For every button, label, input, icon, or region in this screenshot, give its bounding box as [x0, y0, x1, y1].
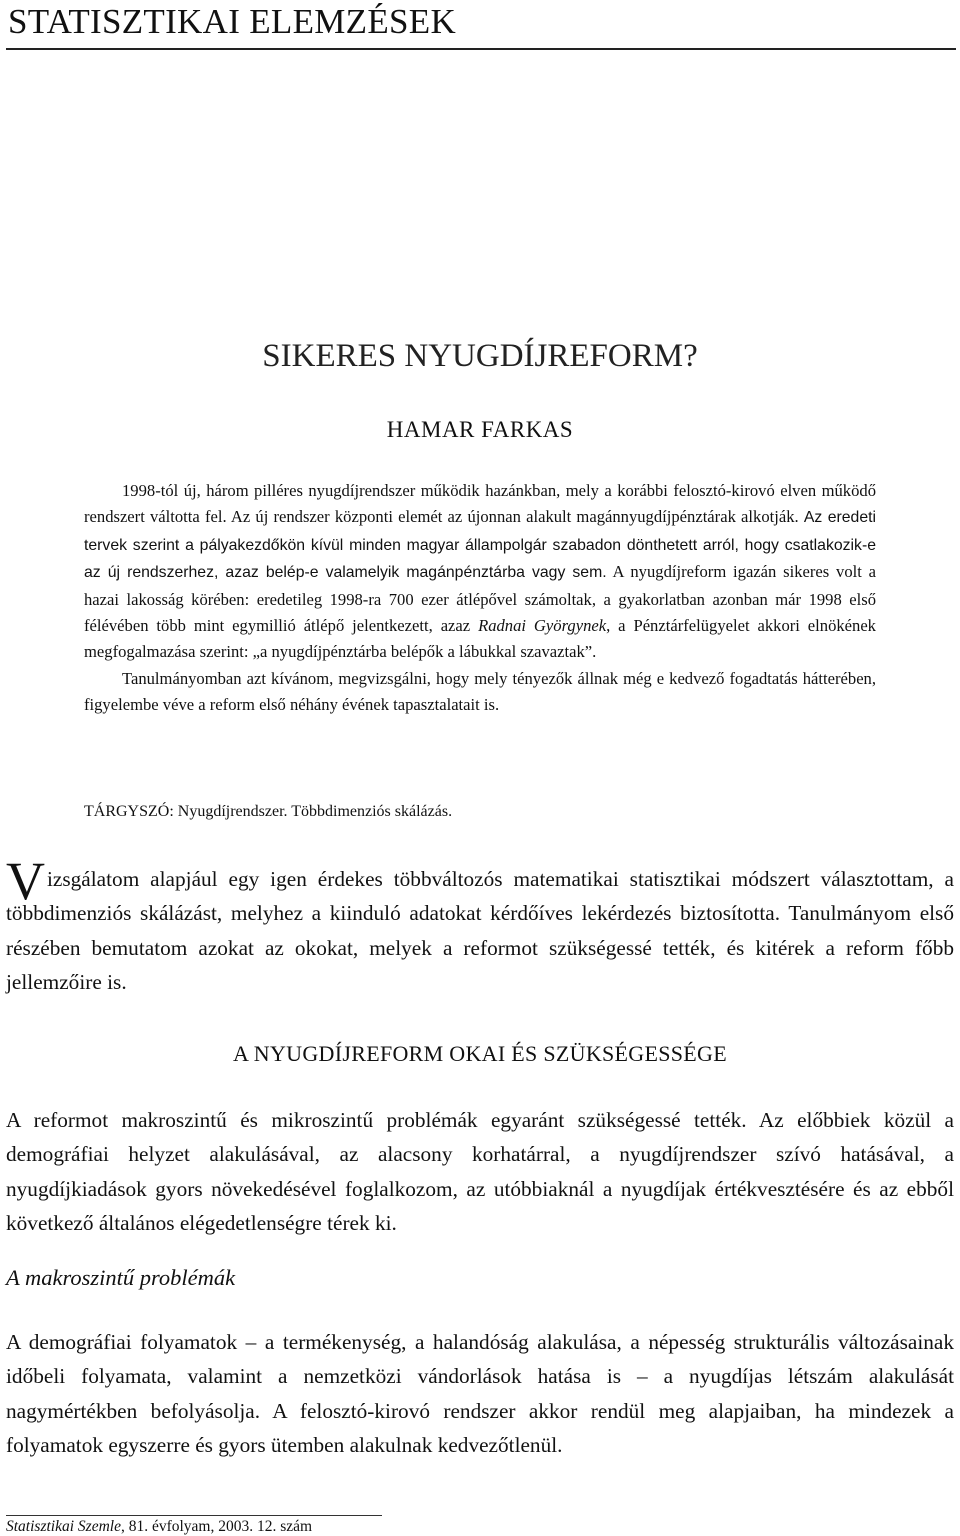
- intro-paragraph: [6, 851, 954, 999]
- abstract-text-a: 1998-tól új, három pilléres nyugdíjrendszer működik hazánkban, mely a korábbi felosztó-kirovó elven működő rendszert váltotta fel. Az új rendszer központi elemét az újonnan alakult magánnyugdíjpénztárak alkotják.: [84, 481, 876, 527]
- abstract-paragraph-2: Tanulmányomban azt kívánom, megvizsgálni, hogy mely tényezők állnak még e kedvező fogadtatás hátterében, figyelembe véve a reform első néhány évének tapasztalatait is.: [84, 668, 876, 715]
- abstract-text-b: Az eredeti tervek szerint a pályakezdőkön kívül minden magyar állampolgár szabadon dönthetett arról, hogy csatlakozik-e az új rendszerhez, azaz belép-e valamelyik magánpénztárba vagy sem.: [84, 509, 877, 582]
- section-paragraph-text: A reformot makroszintű és mikroszintű problémák egyaránt szükségessé tették. Az előbbiek közül a demográfiai helyzet alakulásával, az alacsony korhatárral, a nyugdíjrendszer szívó hatásával, a nyugdíjkiadások gyors növekedésével foglalkozom, az utóbbiaknál a nyugdíjak értékvesztésére és az ebből következő általános elégedetlenségre térek ki.: [6, 1108, 954, 1235]
- subsection-paragraph: [6, 1325, 954, 1462]
- abstract-text-d: , a Pénztárfelügyelet akkori elnökének megfogalmazása szerint: „a nyugdíjpénztárba belépők a lábukkal szavaztak”.: [84, 616, 876, 662]
- section-heading: A NYUGDÍJREFORM OKAI ÉS SZÜKSÉGESSÉGE: [233, 1041, 727, 1066]
- section-paragraph: [6, 1103, 954, 1240]
- section-title: STATISZTIKAI ELEMZÉSEK: [8, 2, 457, 41]
- intro-text: izsgálatom alapjául egy igen érdekes többváltozós matematikai statisztikai módszert választottam, a többdimenziós skálázást, melyhez a kiinduló adatokat kérdőíves lekérdezés biztosította. Tanulmányom első részében bemutatom azokat az okokat, melyek a reformot szükségessé tették, és kitérek a reform főbb jellemzőire is.: [6, 867, 954, 994]
- article-title: SIKERES NYUGDÍJREFORM?: [262, 338, 698, 374]
- drop-cap: V: [6, 851, 45, 911]
- subsection-paragraph-text: A demográfiai folyamatok – a termékenység, a halandóság alakulása, a népesség strukturális változásainak időbeli folyamata, valamint a nemzetközi vándorlások hatása is – a nyugdíjas létszám alakulását nagymértékben befolyásolja. A felosztó-kirovó rendszer akkor rendül meg alapjaiban, ha mindezek a folyamatok egyszerre és gyors ütemben alakulnak kedvezőtlenül.: [6, 1330, 954, 1457]
- keywords: TÁRGYSZÓ: Nyugdíjrendszer. Többdimenziós skálázás.: [84, 803, 453, 820]
- abstract-person-name: Radnai Györgynek: [478, 616, 607, 636]
- subsection-heading: A makroszintű problémák: [6, 1265, 236, 1290]
- journal-details: , 81. évfolyam, 2003. 12. szám: [120, 1518, 313, 1535]
- abstract: [84, 478, 876, 719]
- footer-divider: [6, 1515, 382, 1516]
- abstract-text-c: A nyugdíjreform igazán sikeres volt a hazai lakosság körében: eredetileg 1998-ra 700 ezer átlépővel számoltak, a gyakorlatban azonban már 1998 első félévében több mint egymillió átlépő jelentkezett, azaz: [84, 562, 877, 636]
- article-author: HAMAR FARKAS: [386, 417, 574, 442]
- journal-name: Statisztikai Szemle: [6, 1518, 121, 1535]
- abstract-paragraph-1: [84, 478, 876, 666]
- footer-citation: [6, 1518, 312, 1536]
- section-header: [6, 0, 956, 50]
